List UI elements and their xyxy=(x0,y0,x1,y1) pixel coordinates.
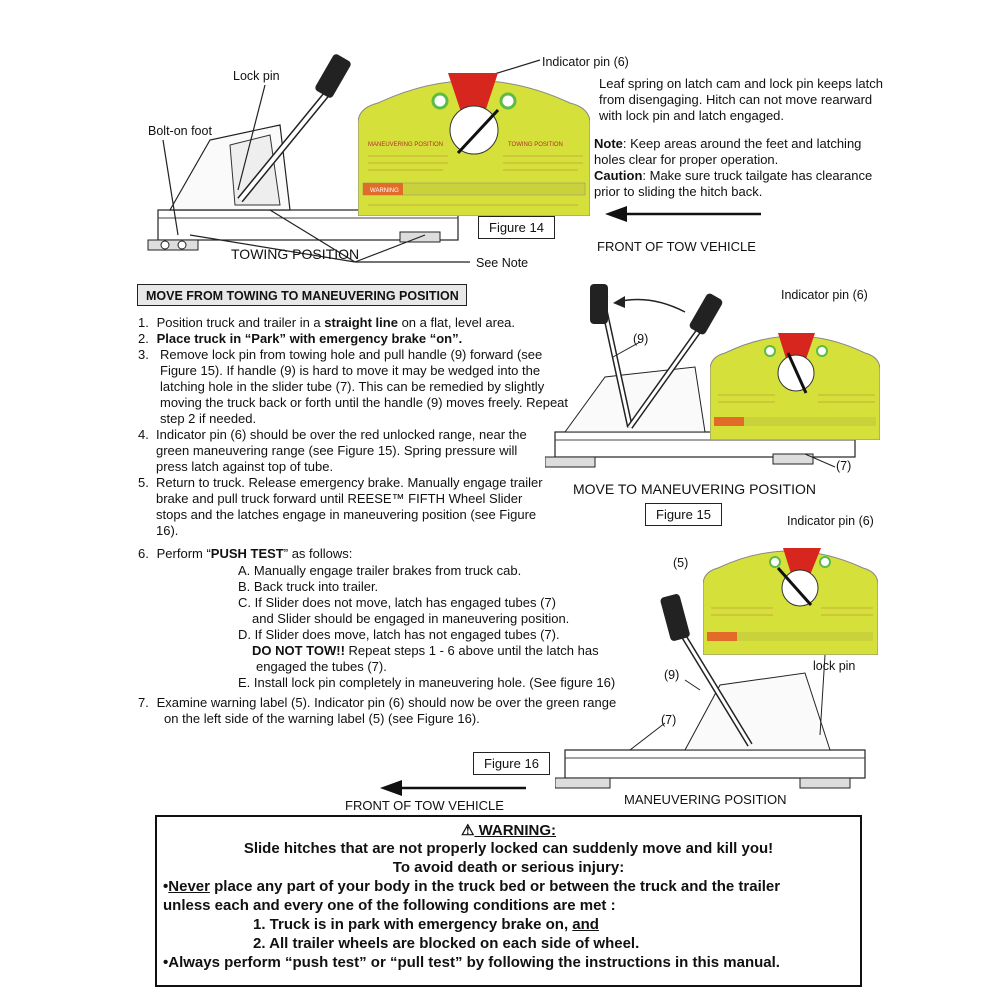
figure-16-label: Figure 16 xyxy=(473,752,550,775)
fig16-label-nine: (9) xyxy=(664,668,680,682)
step-3: 3. Remove lock pin from towing hole and pull handle (9) forward (see Figure 15). If handle (9) is hard to move it may be wedged into the latching hole in the slider tube (7). This can be remedied by slightly moving the truck back or forth until the handle (9) moves freely. Repeat step 2 if needed. xyxy=(138,347,569,426)
fig15-caption: MOVE TO MANEUVERING POSITION xyxy=(573,481,816,497)
step-2: 2. Place truck in “Park” with emergency brake “on”. xyxy=(138,331,463,346)
label-indicator-pin: Indicator pin (6) xyxy=(542,55,629,69)
note-body: : Keep areas around the feet and latching holes clear for proper operation. xyxy=(594,136,862,167)
decal-right-title: TOWING POSITION xyxy=(508,142,563,148)
fig16-label-indicator-pin: Indicator pin (6) xyxy=(787,514,874,528)
step-1: 1. Position truck and trailer in a straight line on a flat, level area. xyxy=(138,315,516,330)
note-label: Note xyxy=(594,136,623,151)
front-of-tow-vehicle-label: FRONT OF TOW VEHICLE xyxy=(597,239,756,254)
figure-15-decal xyxy=(710,325,880,440)
warning-line-1: Slide hitches that are not properly locked can suddenly move and kill you! xyxy=(243,840,774,857)
leaf-spring-note: Leaf spring on latch cam and lock pin keeps latch from disengaging. Hitch can not move rearward with lock pin and latch engaged. xyxy=(599,76,884,123)
steps-list xyxy=(138,315,578,539)
substep-d3: engaged the tubes (7). xyxy=(256,659,387,674)
front-arrow-icon-2 xyxy=(378,778,528,798)
figure-15-label: Figure 15 xyxy=(645,503,722,526)
fig16-caption: MANEUVERING POSITION xyxy=(624,792,787,807)
caution-paragraph xyxy=(594,168,894,200)
warning-line-5: •Always perform “push test” or “pull test” by following the instructions in this manual. xyxy=(163,954,780,971)
step-6-intro: 6. Perform “PUSH TEST” as follows: xyxy=(138,546,353,561)
label-see-note: See Note xyxy=(476,256,529,270)
substep-a: A. Manually engage trailer brakes from truck cab. xyxy=(238,563,522,578)
step-6 xyxy=(138,546,638,562)
caution-label: Caution xyxy=(594,168,643,183)
decal-warning: WARNING xyxy=(370,188,399,194)
front-arrow-icon xyxy=(603,204,763,224)
warning-line-3: •Never place any part of your body in the truck bed or between the truck and the trailer xyxy=(163,878,781,895)
warning-decal-large xyxy=(358,68,590,216)
decal-left-title: MANEUVERING POSITION xyxy=(368,142,444,148)
fig16-label-lock-pin: lock pin xyxy=(813,659,856,673)
substep-d1: D. If Slider does move, latch has not engaged tubes (7). xyxy=(238,627,560,642)
substep-e: E. Install lock pin completely in maneuvering hole. (See figure 16) xyxy=(238,675,616,690)
note-paragraph xyxy=(594,136,894,168)
fig16-label-seven: (7) xyxy=(661,713,677,727)
fig15-label-indicator-pin: Indicator pin (6) xyxy=(781,288,868,302)
warning-line-4: unless each and every one of the following conditions are met : xyxy=(163,897,616,914)
label-lock-pin: Lock pin xyxy=(233,69,280,83)
label-bolt-on-foot: Bolt-on foot xyxy=(148,124,212,138)
warning-title: ⚠ WARNING: xyxy=(460,822,557,839)
fig16-front-label: FRONT OF TOW VEHICLE xyxy=(345,798,504,813)
substep-c2: and Slider should be engaged in maneuvering position. xyxy=(252,611,570,626)
fig15-label-seven: (7) xyxy=(836,459,852,473)
caution-body: : Make sure truck tailgate has clearance prior to sliding the hitch back. xyxy=(594,168,873,199)
step-5: 5. Return to truck. Release emergency brake. Manually engage trailer brake and pull truck forward until REESE™ FIFTH Wheel Slider stops and the latches engage in maneuvering position (see Figure 16). xyxy=(138,475,543,538)
section-heading: MOVE FROM TOWING TO MANEUVERING POSITION xyxy=(137,284,467,306)
substep-c1: C. If Slider does not move, latch has engaged tubes (7) xyxy=(238,595,556,610)
warning-box xyxy=(155,815,862,987)
figure-14-label: Figure 14 xyxy=(478,216,555,239)
label-towing-position: TOWING POSITION xyxy=(231,246,360,262)
figure-16-decal xyxy=(703,540,878,655)
warning-line-2: To avoid death or serious injury: xyxy=(392,859,625,876)
warning-triangle-icon: ⚠ xyxy=(460,822,475,839)
fig16-label-five: (5) xyxy=(673,556,689,570)
warning-condition-2: 2. All trailer wheels are blocked on each side of wheel. xyxy=(253,935,640,952)
step-4: 4. Indicator pin (6) should be over the red unlocked range, near the green maneuvering range (see Figure 15). Spring pressure will press latch against top of tube. xyxy=(138,427,527,474)
figure-14-decal xyxy=(358,68,590,216)
warning-condition-1: 1. Truck is in park with emergency brake on, and xyxy=(253,916,599,933)
step-7: 7. Examine warning label (5). Indicator pin (6) should now be over the green range on the left side of the warning label (5) (see Figure 16). xyxy=(138,695,617,726)
substep-b: B. Back truck into trailer. xyxy=(238,579,379,594)
fig15-label-nine: (9) xyxy=(633,332,649,346)
substep-d2: DO NOT TOW!! Repeat steps 1 - 6 above until the latch has xyxy=(252,643,599,658)
